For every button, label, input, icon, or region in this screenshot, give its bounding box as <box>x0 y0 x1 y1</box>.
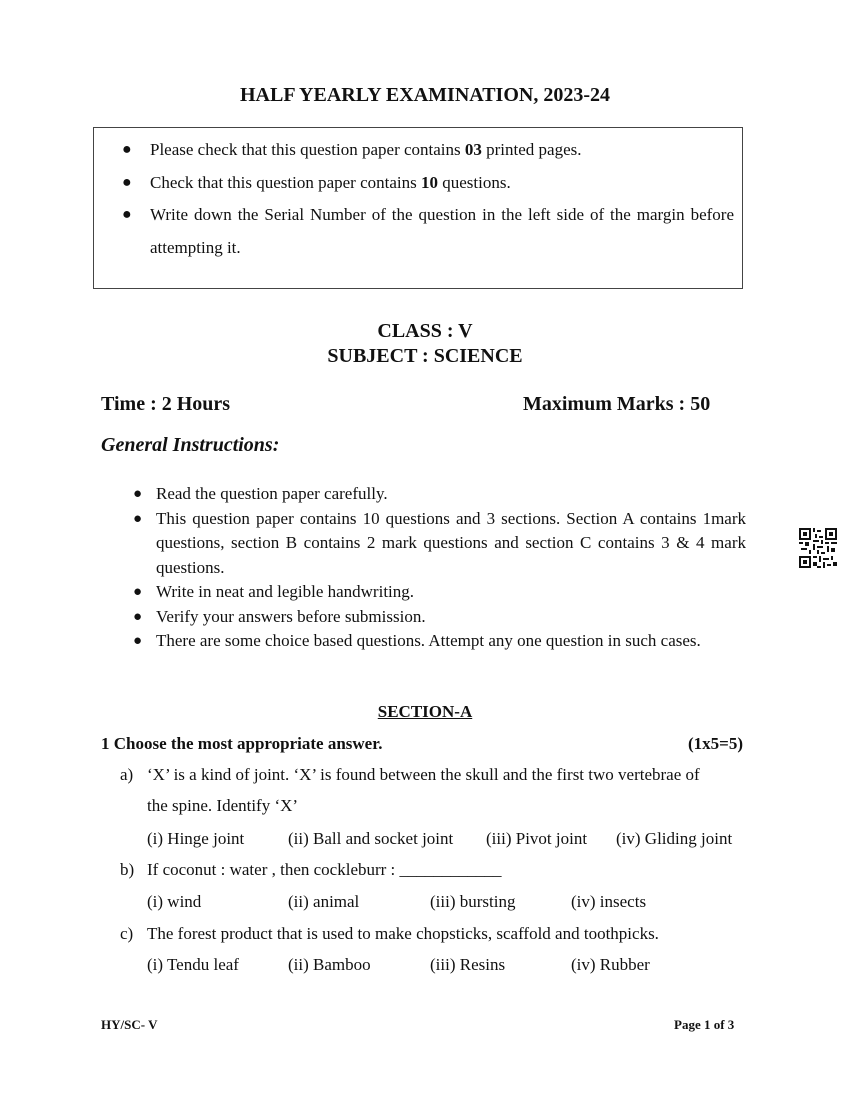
sub-question-label: b) <box>120 860 135 879</box>
time-allowed: Time : 2 Hours <box>101 393 231 415</box>
bullet-icon: ● <box>133 510 143 527</box>
sub-question-text: the spine. Identify ‘X’ <box>147 796 299 815</box>
notice-list <box>122 134 734 264</box>
qr-code-icon[interactable] <box>799 528 837 568</box>
option-item: (iii) Resins <box>430 955 506 974</box>
option-item: (ii) Ball and socket joint <box>288 829 454 848</box>
instruction-item: ● Write in neat and legible handwriting. <box>133 580 746 605</box>
paper-code: HY/SC- V <box>101 1017 158 1032</box>
option-item: (i) wind <box>147 892 202 911</box>
instruction-item: ● There are some choice based questions. Attempt any one question in such cases. <box>133 629 746 654</box>
notice-item: ● Please check that this question paper contains 03 printed pages. <box>122 134 734 167</box>
notice-item: ● Write down the Serial Number of the question in the left side of the margin before attempting it. <box>122 199 734 264</box>
bullet-icon: ● <box>122 173 132 191</box>
option-item: (iii) bursting <box>430 892 516 911</box>
option-item: (iii) Pivot joint <box>486 829 588 848</box>
sub-question-text: The forest product that is used to make chopsticks, scaffold and toothpicks. <box>147 924 659 943</box>
instruction-item: ● This question paper contains 10 questions and 3 sections. Section A contains 1mark questions, section B contains 2 mark questions and section C contains 3 & 4 mark questions. <box>133 508 746 577</box>
bullet-icon: ● <box>133 486 143 502</box>
bullet-icon: ● <box>133 608 143 625</box>
notice-item: ● Check that this question paper contains 10 questions. <box>122 167 734 200</box>
maximum-marks: Maximum Marks : 50 <box>523 393 711 415</box>
subject-line: SUBJECT : SCIENCE <box>327 345 523 367</box>
option-item: (iv) insects <box>571 892 647 911</box>
general-instructions-list <box>133 482 746 654</box>
sub-question-text: ‘X’ is a kind of joint. ‘X’ is found between the skull and the first two vertebrae of <box>147 765 700 784</box>
option-item: (iv) Rubber <box>571 955 650 974</box>
bullet-icon: ● <box>133 584 143 600</box>
option-item: (ii) animal <box>288 892 360 911</box>
sub-question-label: c) <box>120 924 134 943</box>
question-1-marks: (1x5=5) <box>688 734 744 753</box>
exam-title: HALF YEARLY EXAMINATION, 2023-24 <box>239 84 611 106</box>
bullet-icon: ● <box>133 633 143 649</box>
option-item: (ii) Bamboo <box>288 955 371 974</box>
class-line: CLASS : V <box>377 320 473 342</box>
page-number: Page 1 of 3 <box>674 1017 735 1032</box>
option-item: (i) Hinge joint <box>147 829 245 848</box>
notice-box <box>93 127 743 289</box>
option-item: (i) Tendu leaf <box>147 955 239 974</box>
option-item: (iv) Gliding joint <box>616 829 733 848</box>
bullet-icon: ● <box>122 141 132 158</box>
instruction-item: ● Verify your answers before submission. <box>133 605 746 630</box>
general-instructions-heading: General Instructions: <box>101 434 280 456</box>
bullet-icon: ● <box>122 206 132 223</box>
sub-question-label: a) <box>120 765 134 784</box>
sub-question-text: If coconut : water , then cockleburr : ____________ <box>147 860 502 879</box>
instruction-item: ● Read the question paper carefully. <box>133 482 746 507</box>
question-1-text: 1 Choose the most appropriate answer. <box>101 734 383 753</box>
section-a-heading: SECTION-A <box>377 702 473 721</box>
